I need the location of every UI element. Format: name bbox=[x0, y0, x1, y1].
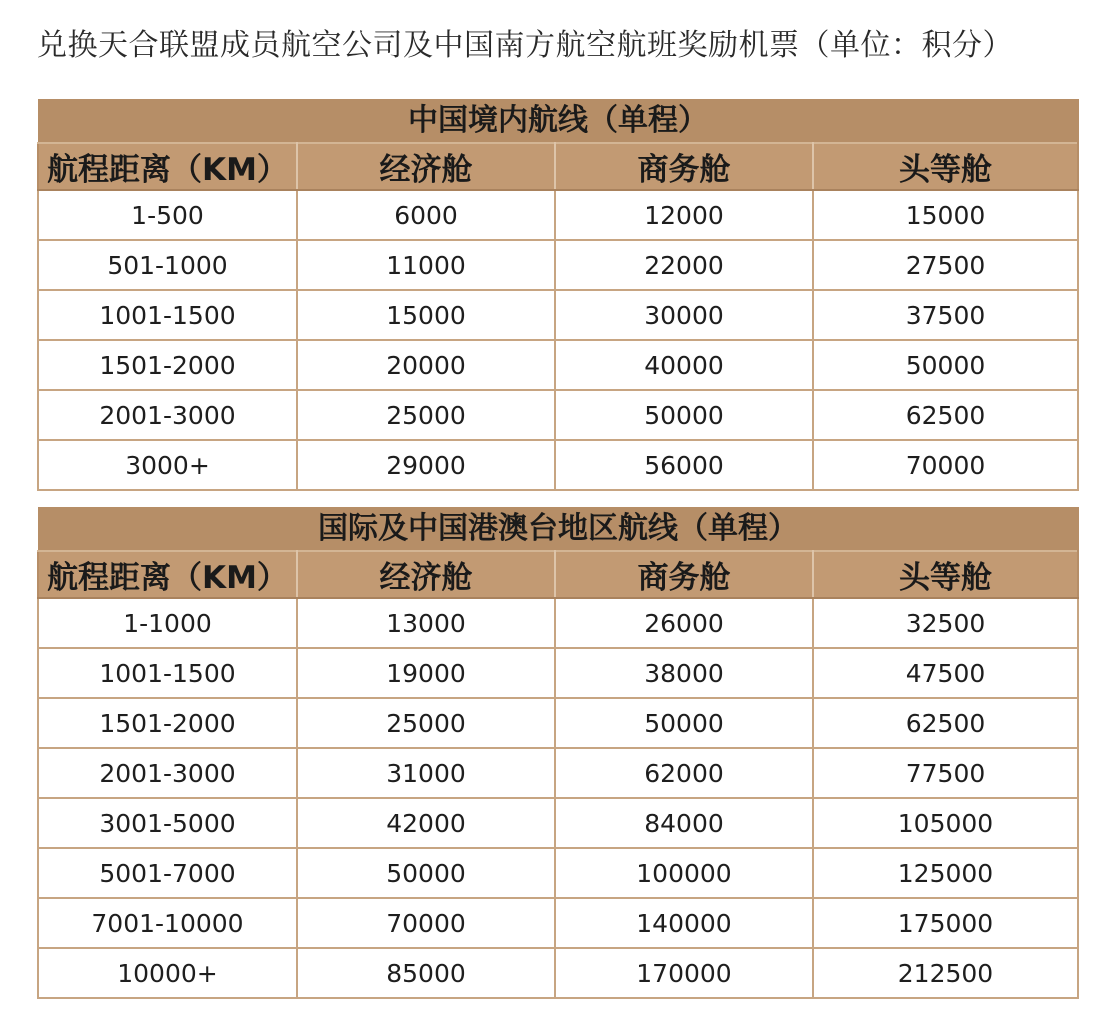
first-points-cell: 32500 bbox=[813, 598, 1078, 648]
international-routes-table bbox=[37, 507, 1079, 999]
column-header-business: 商务舱 bbox=[555, 551, 813, 598]
economy-points-cell: 13000 bbox=[297, 598, 555, 648]
table-row bbox=[38, 698, 1078, 748]
economy-points-cell: 20000 bbox=[297, 340, 555, 390]
economy-points-cell: 6000 bbox=[297, 190, 555, 240]
economy-points-cell: 19000 bbox=[297, 648, 555, 698]
first-points-cell: 175000 bbox=[813, 898, 1078, 948]
economy-points-cell: 11000 bbox=[297, 240, 555, 290]
column-header-distance: 航程距离（KM） bbox=[38, 551, 297, 598]
business-points-cell: 50000 bbox=[555, 390, 813, 440]
table-row bbox=[38, 190, 1078, 240]
distance-cell: 3000+ bbox=[38, 440, 297, 490]
distance-cell: 1-1000 bbox=[38, 598, 297, 648]
table-row bbox=[38, 598, 1078, 648]
economy-points-cell: 42000 bbox=[297, 798, 555, 848]
international-routes-title: 国际及中国港澳台地区航线（单程） bbox=[38, 508, 1078, 552]
business-points-cell: 26000 bbox=[555, 598, 813, 648]
business-points-cell: 22000 bbox=[555, 240, 813, 290]
business-points-cell: 56000 bbox=[555, 440, 813, 490]
economy-points-cell: 25000 bbox=[297, 698, 555, 748]
business-points-cell: 170000 bbox=[555, 948, 813, 998]
page-title: 兑换天合联盟成员航空公司及中国南方航空航班奖励机票（单位：积分） bbox=[37, 28, 1013, 63]
column-header-first: 头等舱 bbox=[813, 551, 1078, 598]
business-points-cell: 50000 bbox=[555, 698, 813, 748]
column-header-business: 商务舱 bbox=[555, 143, 813, 190]
column-header-economy: 经济舱 bbox=[297, 551, 555, 598]
first-points-cell: 125000 bbox=[813, 848, 1078, 898]
distance-cell: 7001-10000 bbox=[38, 898, 297, 948]
distance-cell: 1501-2000 bbox=[38, 340, 297, 390]
distance-cell: 5001-7000 bbox=[38, 848, 297, 898]
business-points-cell: 40000 bbox=[555, 340, 813, 390]
economy-points-cell: 15000 bbox=[297, 290, 555, 340]
table-row bbox=[38, 848, 1078, 898]
first-points-cell: 70000 bbox=[813, 440, 1078, 490]
table-title-row bbox=[38, 100, 1078, 144]
column-header-row bbox=[38, 143, 1078, 190]
table-row bbox=[38, 240, 1078, 290]
first-points-cell: 27500 bbox=[813, 240, 1078, 290]
domestic-routes-table bbox=[37, 99, 1079, 491]
business-points-cell: 12000 bbox=[555, 190, 813, 240]
table-row bbox=[38, 898, 1078, 948]
business-points-cell: 38000 bbox=[555, 648, 813, 698]
business-points-cell: 84000 bbox=[555, 798, 813, 848]
first-points-cell: 37500 bbox=[813, 290, 1078, 340]
first-points-cell: 62500 bbox=[813, 390, 1078, 440]
business-points-cell: 62000 bbox=[555, 748, 813, 798]
table-row bbox=[38, 390, 1078, 440]
distance-cell: 2001-3000 bbox=[38, 390, 297, 440]
distance-cell: 2001-3000 bbox=[38, 748, 297, 798]
table-row bbox=[38, 340, 1078, 390]
distance-cell: 1501-2000 bbox=[38, 698, 297, 748]
table-row bbox=[38, 948, 1078, 998]
column-header-economy: 经济舱 bbox=[297, 143, 555, 190]
column-header-row bbox=[38, 551, 1078, 598]
economy-points-cell: 31000 bbox=[297, 748, 555, 798]
distance-cell: 3001-5000 bbox=[38, 798, 297, 848]
table-body bbox=[38, 190, 1078, 490]
distance-cell: 1-500 bbox=[38, 190, 297, 240]
business-points-cell: 140000 bbox=[555, 898, 813, 948]
economy-points-cell: 29000 bbox=[297, 440, 555, 490]
distance-cell: 10000+ bbox=[38, 948, 297, 998]
column-header-distance: 航程距离（KM） bbox=[38, 143, 297, 190]
economy-points-cell: 85000 bbox=[297, 948, 555, 998]
table-row bbox=[38, 748, 1078, 798]
table-title-row bbox=[38, 508, 1078, 552]
distance-cell: 501-1000 bbox=[38, 240, 297, 290]
first-points-cell: 212500 bbox=[813, 948, 1078, 998]
first-points-cell: 47500 bbox=[813, 648, 1078, 698]
business-points-cell: 30000 bbox=[555, 290, 813, 340]
table-row bbox=[38, 798, 1078, 848]
table-row bbox=[38, 290, 1078, 340]
column-header-first: 头等舱 bbox=[813, 143, 1078, 190]
table-row bbox=[38, 648, 1078, 698]
distance-cell: 1001-1500 bbox=[38, 290, 297, 340]
first-points-cell: 15000 bbox=[813, 190, 1078, 240]
economy-points-cell: 50000 bbox=[297, 848, 555, 898]
economy-points-cell: 70000 bbox=[297, 898, 555, 948]
first-points-cell: 62500 bbox=[813, 698, 1078, 748]
economy-points-cell: 25000 bbox=[297, 390, 555, 440]
domestic-routes-title: 中国境内航线（单程） bbox=[38, 100, 1078, 144]
first-points-cell: 50000 bbox=[813, 340, 1078, 390]
table-row bbox=[38, 440, 1078, 490]
distance-cell: 1001-1500 bbox=[38, 648, 297, 698]
table-body bbox=[38, 598, 1078, 998]
first-points-cell: 77500 bbox=[813, 748, 1078, 798]
business-points-cell: 100000 bbox=[555, 848, 813, 898]
first-points-cell: 105000 bbox=[813, 798, 1078, 848]
